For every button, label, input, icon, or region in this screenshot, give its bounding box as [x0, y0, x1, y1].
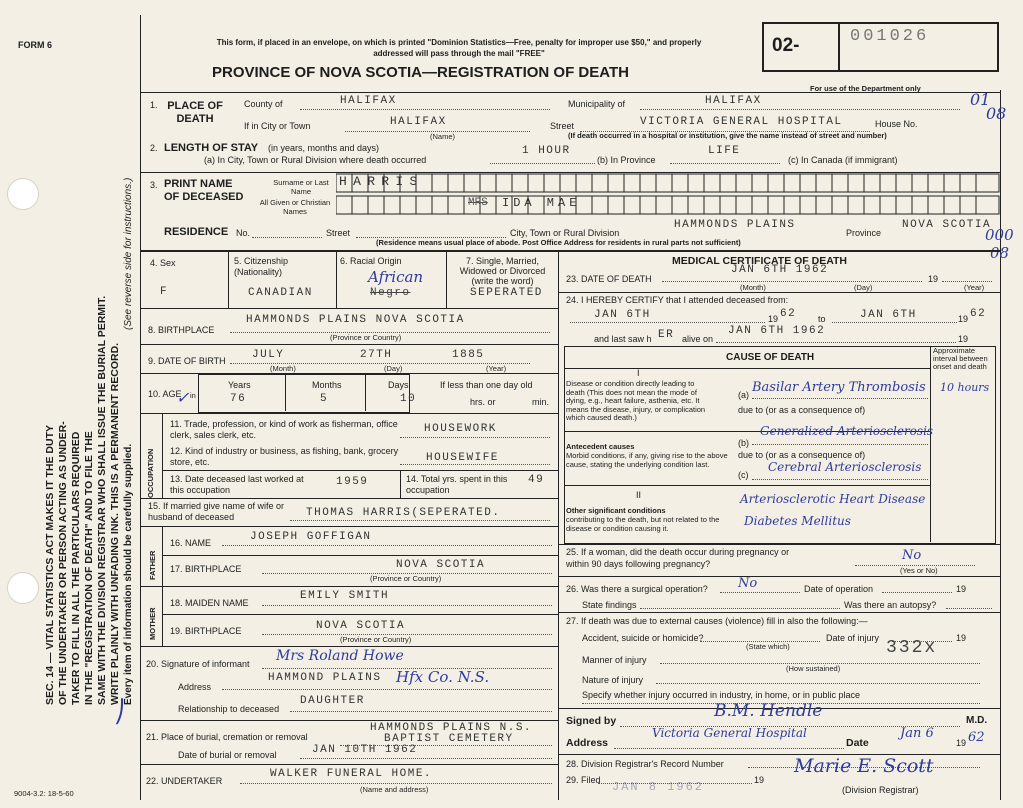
occupation-side-label: OCCUPATION [146, 448, 155, 498]
dob-day: 27TH [360, 349, 393, 361]
age-check: ✓ [176, 388, 190, 407]
personal-v2 [336, 250, 337, 308]
municipality-line [640, 109, 960, 110]
state-findings-label: State findings [582, 600, 637, 610]
age-v1 [285, 374, 286, 411]
due-to-2: due to (or as a consequence of) [738, 450, 866, 460]
dob-month-sub: (Month) [270, 364, 296, 373]
residence-no-line [252, 237, 322, 238]
racial-correction: African [368, 268, 424, 286]
relationship-value: DAUGHTER [300, 695, 365, 707]
burial-label: 21. Place of burial, cremation or removal [146, 732, 308, 742]
cause-a-label: (a) [738, 390, 749, 400]
q12-label: 12. Kind of industry or business, as fishing, bank, grocery store, etc. [170, 446, 399, 467]
given-value: IDA MAE [502, 196, 581, 210]
q13-label: 13. Date deceased last worked at this occupation [170, 474, 304, 495]
father-birthplace-label: 17. BIRTHPLACE [170, 564, 242, 574]
informant-sig-label: 20. Signature of informant [146, 659, 250, 669]
stay-num: 2. [150, 143, 158, 153]
father-rule [140, 586, 558, 587]
citizenship-value: CANADIAN [248, 287, 313, 299]
sig-address: Victoria General Hospital [652, 726, 807, 740]
hospital-note: (If death occurred in a hospital or institution, give the name instead of street and number) [568, 131, 887, 140]
undertaker-label: 22. UNDERTAKER [146, 776, 223, 786]
side-line-8: (See reverse side for instructions.) [123, 177, 134, 330]
name-letter-boxes [336, 172, 1000, 218]
sig-address-line [614, 748, 844, 749]
occupation-rule [140, 498, 558, 499]
burial-place-2: BAPTIST CEMETERY [384, 733, 514, 745]
sig-year: 62 [968, 730, 985, 745]
informant-rule [140, 720, 558, 721]
cause-header: CAUSE OF DEATH [726, 352, 815, 363]
residence-label: RESIDENCE [164, 226, 229, 238]
personal-rule [140, 308, 558, 309]
deceased-num: 3. [150, 180, 158, 190]
q26-label: 26. Was there a surgical operation? [566, 584, 708, 594]
informant-address-hand: Hfx Co. N.S. [396, 668, 490, 686]
autopsy-line [946, 608, 992, 609]
dob-month: JULY [252, 349, 285, 361]
years-value: 76 [230, 393, 247, 405]
residence-division-label: City, Town or Rural Division [510, 228, 620, 238]
mother-birthplace-sub: (Province or Country) [340, 635, 412, 644]
father-side-label: FATHER [148, 550, 157, 580]
sig-date-label: Date [846, 737, 869, 749]
roman-1: I [637, 368, 640, 378]
burial-date-line [300, 758, 552, 759]
personal-v1 [228, 250, 229, 308]
county-label: County of [244, 99, 283, 109]
years-label: Years [228, 380, 251, 390]
death-date-rule [558, 292, 1000, 293]
alive-on-label: alive on [682, 334, 714, 344]
q14-label: 14. Total yrs. spent in this occupation [406, 474, 508, 495]
md-label: M.D. [966, 715, 988, 726]
disease-label: Disease or condition directly leading to death (This does not mean the mode of dying, e.g., heart failure, asthenia, etc. It means the disease, injury, or complication which caused death.) [566, 379, 706, 422]
q26-line [720, 592, 800, 593]
mother-rule [140, 646, 558, 647]
margin-mark: ⎠ [114, 700, 125, 725]
deceased-label: PRINT NAME OF DECEASED [164, 178, 244, 203]
age-rule [140, 413, 558, 414]
side-line-3: TAKER TO FILL IN ALL THE PARTICULARS REQUIRED [70, 431, 82, 705]
q25-value: No [902, 548, 922, 563]
dept-code-1: 01 [970, 90, 991, 109]
last-saw-her: ER [658, 329, 675, 341]
serial-number: 001026 [850, 27, 930, 46]
birthplace-sub: (Province or Country) [330, 333, 402, 342]
stay-a-line [490, 163, 595, 164]
filed-19: 19 [754, 775, 765, 785]
autopsy-label: Was there an autopsy? [844, 600, 937, 610]
father-name-line [222, 545, 552, 546]
mother-maiden: EMILY SMITH [300, 590, 390, 602]
date-injury-19: 19 [956, 633, 967, 643]
sex-label: 4. Sex [150, 258, 176, 268]
citizenship-label: 5. Citizenship (Nationality) [234, 256, 289, 277]
stay-a-label: (a) In City, Town or Rural Division where death occurred [204, 155, 427, 165]
form-label: FORM 6 [18, 40, 53, 50]
cause-header-rule [564, 368, 930, 369]
cause-a-interval: 10 hours [940, 381, 990, 394]
side-line-5: SAME WITH THE DIVISION REGISTRAR WHO SHALL ISSUE THE BURIAL PERMIT. [96, 295, 108, 705]
q25-label: 25. If a woman, did the death occur during pregnancy or within 90 days following pregnancy? [566, 547, 790, 569]
spouse-rule [140, 526, 558, 527]
personal-v3 [446, 250, 447, 308]
q26-rule [558, 612, 1000, 613]
age-v2 [365, 374, 366, 411]
death-date: JAN 6TH 1962 [731, 264, 829, 276]
stay-label: LENGTH OF STAY [164, 142, 259, 154]
nature-label: Nature of injury [582, 675, 644, 685]
place-num: 1. [150, 100, 158, 110]
punch-hole-bottom [7, 572, 39, 604]
serial-divider [838, 22, 840, 70]
registrar-sig: Marie E. Scott [794, 755, 934, 777]
informant-address: HAMMOND PLAINS [268, 672, 382, 684]
given-prefix: MRS [468, 197, 488, 209]
months-label: Months [312, 380, 342, 390]
sex-value: F [160, 286, 169, 298]
specify-label: Specify whether injury occurred in industry, in home, or in public place [582, 690, 860, 700]
mother-maiden-label: 18. MAIDEN NAME [170, 598, 249, 608]
how-sustained: (How sustained) [786, 664, 841, 673]
other-label: Other significant conditions [566, 506, 666, 515]
stamp-code: 332x [886, 638, 938, 658]
medical-title: MEDICAL CERTIFICATE OF DEATH [672, 255, 847, 267]
death-date-label: 23. DATE OF DEATH [566, 274, 652, 284]
certify-to: JAN 6TH [860, 309, 917, 321]
cause-b-line [752, 444, 928, 445]
occupation-side-border [162, 413, 163, 498]
date-op-label: Date of operation [804, 584, 874, 594]
burial-rule [140, 764, 558, 765]
street-value: VICTORIA GENERAL HOSPITAL [640, 116, 843, 128]
relationship-line [290, 711, 552, 712]
q11-label: 11. Trade, profession, or kind of work as fisherman, office clerk, sales clerk, etc. [170, 419, 398, 440]
residence-street-label: Street [326, 228, 351, 238]
certify-from-line [570, 322, 765, 323]
q11-line [400, 437, 550, 438]
city-sub: (Name) [430, 132, 456, 141]
antecedent-sub: Morbid conditions, if any, giving rise to the above cause, stating the underlying condition last. [566, 451, 728, 469]
serial-prefix: 02- [772, 35, 800, 56]
dob-day-sub: (Day) [384, 364, 403, 373]
hrs-label: hrs. or [470, 397, 496, 407]
cause-a-value: Basilar Artery Thrombosis [752, 380, 926, 395]
sig-date-19: 19 [956, 738, 967, 748]
due-to-1: due to (or as a consequence of) [738, 405, 866, 415]
days-value: 10 [400, 393, 417, 405]
undertaker-sub: (Name and address) [360, 785, 429, 794]
signed-value: B.M. Hendle [714, 701, 823, 721]
informant-address-line [222, 689, 552, 690]
header-rule [140, 92, 1000, 93]
residence-no-label: No. [236, 228, 251, 238]
accident-label: Accident, suicide or homicide? [582, 633, 704, 643]
dept-code-3: 000 [985, 226, 1014, 244]
residence-province: NOVA SCOTIA [902, 219, 992, 231]
stay-a-value: 1 HOUR [522, 145, 571, 157]
father-birthplace-sub: (Province or Country) [370, 574, 442, 583]
city-label: If in City or Town [244, 121, 311, 131]
given-label: All Given or Christian Names [259, 198, 331, 216]
street-label: Street [550, 121, 575, 131]
signed-label: Signed by [566, 715, 617, 727]
spouse-line [290, 520, 550, 521]
father-name-label: 16. NAME [170, 538, 212, 548]
undertaker-name: WALKER FUNERAL HOME. [270, 768, 433, 780]
municipality-label: Municipality of [568, 99, 626, 109]
dept-code-4: 08 [990, 244, 1010, 262]
death-day-sub: (Day) [854, 283, 873, 292]
residence-division: HAMMONDS PLAINS [674, 219, 796, 231]
city-value: HALIFAX [390, 116, 447, 128]
q11-value: HOUSEWORK [424, 423, 497, 435]
residence-province-label: Province [846, 228, 882, 238]
age-label: 10. AGE [148, 389, 182, 399]
side-line-1: SEC. 14 — VITAL STATISTICS ACT MAKES IT THE DUTY [44, 424, 56, 705]
cause-c-value: Cerebral Arteriosclerosis [768, 460, 922, 474]
min-label: min. [532, 397, 550, 407]
stay-b-label: (b) In Province [597, 155, 656, 165]
sig-address-label: Address [566, 737, 609, 749]
certify-to-yr: 62 [970, 308, 987, 320]
stay-b-value: LIFE [708, 145, 741, 157]
cause-interval-divider [930, 346, 931, 542]
less-label: If less than one day old [440, 380, 533, 390]
spouse-value: THOMAS HARRIS(SEPERATED. [306, 507, 501, 519]
date-op-19: 19 [956, 584, 967, 594]
registrar-sub: (Division Registrar) [842, 785, 919, 795]
main-border-left [140, 15, 141, 800]
q12-value: HOUSEWIFE [426, 452, 499, 464]
death-year-sub: (Year) [964, 283, 985, 292]
stay-c-label: (c) In Canada (if immigrant) [788, 155, 898, 165]
cause-b-value: Generalized Arteriosclerosis [760, 424, 934, 438]
informant-address-label: Address [178, 682, 212, 692]
q25-rule [558, 576, 1000, 577]
date-op-line [882, 592, 952, 593]
death-month-sub: (Month) [740, 283, 766, 292]
county-line [300, 109, 550, 110]
death-date-line [662, 281, 922, 282]
certify-to-label: to [818, 314, 826, 324]
dob-year: 1885 [452, 349, 485, 361]
filed-stamp: JAN 8 1962 [612, 780, 705, 794]
side-line-7: Every item of information should be carefully supplied. [123, 443, 134, 705]
surname-label: Surname or Last Name [273, 178, 329, 196]
interval-header: Approximate interval between onset and death [933, 346, 988, 371]
certify-to-line [832, 322, 957, 323]
dept-use: For use of the Department only [810, 84, 921, 93]
house-label: House No. [875, 119, 918, 129]
filed-line [598, 783, 752, 784]
surname-value: HARRIS [339, 174, 424, 189]
death-date-19: 19 [928, 274, 939, 284]
punch-hole-top [7, 178, 39, 210]
birthplace-label: 8. BIRTHPLACE [148, 325, 215, 335]
mother-side-border [162, 586, 163, 646]
q28-label: 28. Division Registrar's Record Number [566, 759, 724, 769]
q29-label: 29. Filed [566, 775, 601, 785]
side-line-6: WRITE PLAINLY WITH UNFADING INK. THIS IS A PERMANENT RECORD. [109, 342, 121, 705]
q26-value: No [738, 576, 758, 591]
q12-rule [162, 470, 558, 471]
alive-19: 19 [958, 334, 969, 344]
cause-a-line [752, 398, 928, 399]
certify-from: JAN 6TH [594, 309, 651, 321]
mother-birthplace: NOVA SCOTIA [316, 620, 406, 632]
residence-note: (Residence means usual place of abode. Post Office Address for residents in rural parts not sufficient) [376, 238, 741, 247]
alive-line [716, 342, 956, 343]
residence-rule [140, 250, 1000, 252]
stay-b-line [670, 163, 780, 164]
antecedent-label: Antecedent causes [566, 442, 635, 451]
main-border-right [1000, 90, 1001, 800]
last-saw-label: and last saw h [594, 334, 652, 344]
roman-2: II [636, 490, 642, 500]
months-value: 5 [320, 393, 329, 405]
cause-b-label: (b) [738, 438, 749, 448]
mail-notice: This form, if placed in an envelope, on which is printed "Dominion Statistics—Free, penalty for improper use $50," and properly addressed will pass through the mail "FREE" [216, 38, 702, 58]
other-1: Arteriosclerotic Heart Disease [740, 492, 926, 506]
column-divider [558, 250, 559, 800]
state-which: (State which) [746, 642, 790, 651]
certify-from-19: 19 [768, 314, 779, 324]
municipality-value: HALIFAX [705, 95, 762, 107]
mother-maiden-line [262, 605, 552, 606]
yes-no-sub: (Yes or No) [900, 566, 938, 575]
mother-side-label: MOTHER [148, 607, 157, 640]
other-2: Diabetes Mellitus [744, 514, 851, 528]
certify-from-yr: 62 [780, 308, 797, 320]
cause-section-2 [564, 485, 930, 486]
cause-c-line [752, 479, 928, 480]
stay-label-sub: (in years, months and days) [268, 143, 380, 153]
side-line-2: OF THE UNDERTAKER OR PERSON ACTING AS UNDER- [57, 421, 69, 705]
dob-label: 9. DATE OF BIRTH [148, 356, 226, 366]
state-findings-line [640, 608, 840, 609]
county-value: HALIFAX [340, 95, 397, 107]
racial-value: Negro [370, 287, 411, 299]
undertaker-line [240, 783, 552, 784]
father-birthplace: NOVA SCOTIA [396, 559, 486, 571]
death-year-line [942, 281, 992, 282]
dob-year-sub: (Year) [486, 364, 507, 373]
manner-label: Manner of injury [582, 655, 647, 665]
nature-line [656, 683, 980, 684]
q13-value: 1959 [336, 476, 369, 488]
racial-label: 6. Racial Origin [340, 256, 402, 266]
certify-to-19: 19 [958, 314, 969, 324]
other-sub: contributing to the death, but not related to the disease or condition causing it. [566, 515, 720, 533]
birthplace-value: HAMMONDS PLAINS NOVA SCOTIA [246, 314, 465, 326]
informant-sig: Mrs Roland Howe [276, 648, 404, 664]
days-label: Days [388, 380, 409, 390]
burial-date-label: Date of burial or removal [178, 750, 277, 760]
sig-date: Jan 6 [900, 726, 934, 741]
marital-label: 7. Single, Married, Widowed or Divorced (write the word) [459, 256, 546, 286]
q12-line [400, 464, 550, 465]
age-in: in [190, 391, 196, 400]
cause-box-rule [558, 544, 1000, 545]
father-mid-rule [162, 555, 558, 556]
cause-c-label: (c) [738, 470, 749, 480]
father-name: JOSEPH GOFFIGAN [250, 531, 372, 543]
q13-divider [400, 470, 401, 498]
relationship-label: Relationship to deceased [178, 704, 280, 714]
form-code: 9004-3.2: 18-5-60 [14, 789, 74, 798]
mother-birthplace-label: 19. BIRTHPLACE [170, 626, 242, 636]
q14-value: 49 [528, 474, 545, 486]
mother-mid-rule [162, 614, 558, 615]
date-injury-label: Date of injury [826, 633, 880, 643]
burial-place: HAMMONDS PLAINS N.S. [370, 722, 533, 734]
form-title: PROVINCE OF NOVA SCOTIA—REGISTRATION OF DEATH [212, 64, 629, 81]
burial-date: JAN 10TH 1962 [312, 744, 418, 756]
spouse-label: 15. If married give name of wife or husband of deceased [148, 501, 285, 522]
certify-label: 24. I HEREBY CERTIFY that I attended deceased from: [566, 295, 789, 305]
marital-value: SEPERATED [470, 287, 543, 299]
q27-label: 27. If death was due to external causes (violence) fill in also the following:— [566, 616, 868, 626]
birthplace-rule [140, 344, 558, 345]
alive-date: JAN 6TH 1962 [728, 325, 826, 337]
place-label: PLACE OF DEATH [167, 100, 223, 125]
dept-code-2: 08 [986, 104, 1007, 123]
father-side-border [162, 526, 163, 586]
side-line-4: IN THE "REGISTRATION OF DEATH" AND TO FILE THE [83, 431, 95, 705]
